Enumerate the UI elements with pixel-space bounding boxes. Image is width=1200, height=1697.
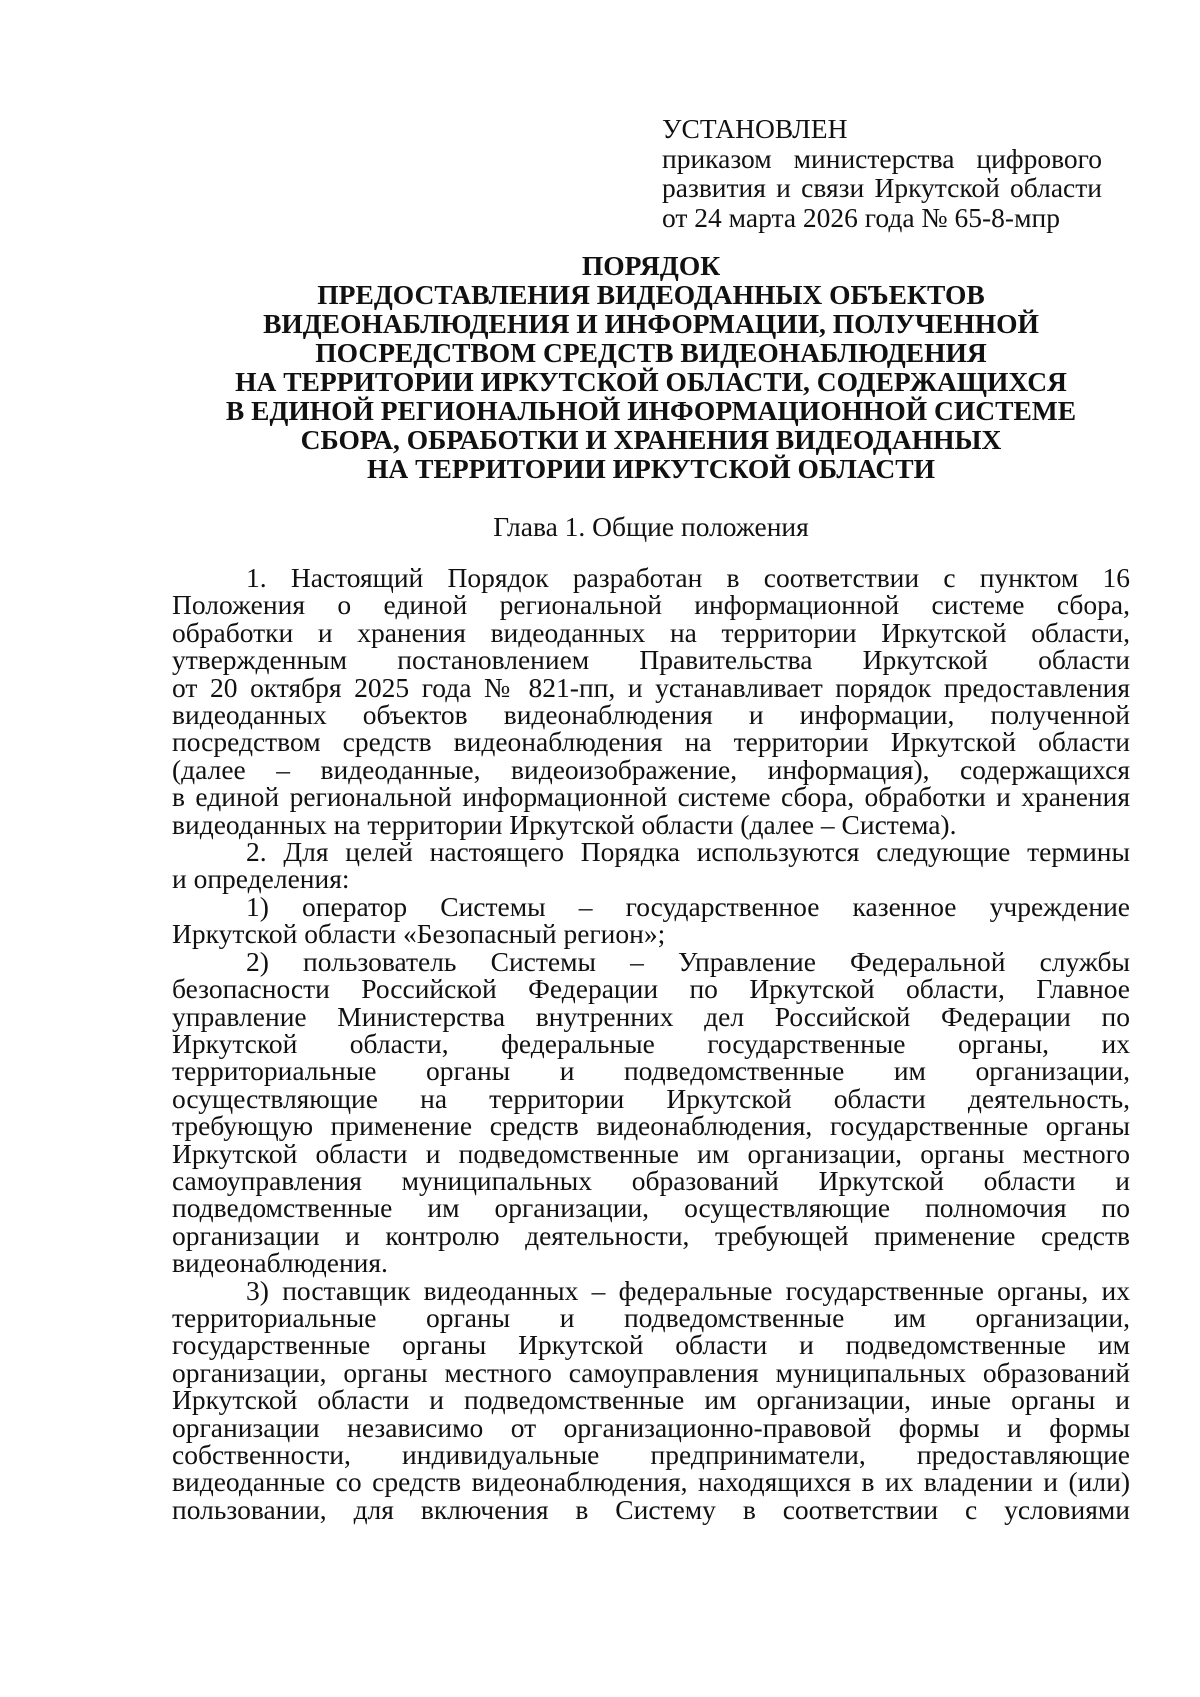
text-line: самоуправления муниципальных образований Иркутской области и [172,1164,1130,1196]
text-line: территориальные органы и подведомственные им организации, [172,1301,1130,1333]
text-line: видеонаблюдения. [172,1247,388,1279]
text-line: и определения: [172,863,350,895]
approval-line: от 24 марта 2026 года № 65-8-мпр [662,201,1060,233]
text-line: организации независимо от организационно-правовой формы и формы [172,1411,1130,1443]
text-line: обработки и хранения видеоданных на территории Иркутской области, [172,616,1130,648]
text-line: организации, органы местного самоуправления муниципальных образований [172,1356,1130,1388]
text-line: видеоданных объектов видеонаблюдения и информации, полученной [172,699,1130,731]
title-line: НА ТЕРРИТОРИИ ИРКУТСКОЙ ОБЛАСТИ [367,453,935,484]
text-line: посредством средств видеонаблюдения на территории Иркутской области [172,726,1130,758]
text-line: 3) поставщик видеоданных – федеральные государственные органы, их [246,1274,1130,1306]
text-line: в единой региональной информационной системе сбора, обработки и хранения [172,781,1130,813]
text-line: Иркутской области и подведомственные им организации, органы местного [172,1137,1130,1169]
text-line: безопасности Российской Федерации по Иркутской области, Главное [172,973,1130,1005]
text-line: от 20 октября 2025 года № 821-пп, и устанавливает порядок предоставления [172,671,1130,703]
text-line: осуществляющие на территории Иркутской области деятельность, [172,1082,1130,1114]
title-line: В ЕДИНОЙ РЕГИОНАЛЬНОЙ ИНФОРМАЦИОННОЙ СИСТЕМЕ [225,395,1077,426]
approval-heading: УСТАНОВЛЕН [662,113,848,144]
text-line: управление Министерства внутренних дел Российской Федерации по [172,1000,1130,1032]
approval-line: развития и связи Иркутской области [662,172,1102,203]
text-line: 2. Для целей настоящего Порядка используются следующие термины [246,836,1130,868]
text-line: утвержденным постановлением Правительства Иркутской области [172,644,1130,676]
text-line: подведомственные им организации, осуществляющие полномочия по [172,1192,1130,1224]
text-line: 2) пользователь Системы – Управление Федеральной службы [246,945,1130,977]
title-line: ПРЕДОСТАВЛЕНИЯ ВИДЕОДАННЫХ ОБЪЕКТОВ [317,279,985,310]
text-line: видеоданные со средств видеонаблюдения, находящихся в их владении и (или) [172,1466,1130,1498]
text-line: требующую применение средств видеонаблюдения, государственные органы [172,1110,1130,1142]
text-line: (далее – видеоданные, видеоизображение, информация), содержащихся [172,753,1130,785]
text-line: видеоданных на территории Иркутской области (далее – Система). [172,808,957,840]
title-line: НА ТЕРРИТОРИИ ИРКУТСКОЙ ОБЛАСТИ, СОДЕРЖАЩИХСЯ [235,366,1067,397]
text-line: пользовании, для включения в Систему в соответствии с условиями [172,1493,1130,1525]
text-line: государственные органы Иркутской области и подведомственные им [172,1329,1130,1361]
chapter-heading: Глава 1. Общие положения [493,511,809,542]
text-line: территориальные органы и подведомственные им организации, [172,1055,1130,1087]
title-line: ВИДЕОНАБЛЮДЕНИЯ И ИНФОРМАЦИИ, ПОЛУЧЕННОЙ [263,308,1039,339]
approval-stamp [662,114,1102,232]
text-line: Положения о единой региональной информационной системе сбора, [172,589,1130,621]
text-line: 1. Настоящий Порядок разработан в соответствии с пунктом 16 [246,562,1130,593]
text-line: Иркутской области «Безопасный регион»; [172,918,666,950]
title-line: ПОСРЕДСТВОМ СРЕДСТВ ВИДЕОНАБЛЮДЕНИЯ [315,337,987,368]
text-line: собственности, индивидуальные предприниматели, предоставляющие [172,1439,1130,1470]
title-line: СБОРА, ОБРАБОТКИ И ХРАНЕНИЯ ВИДЕОДАННЫХ [300,424,1002,455]
text-line: Иркутской области и подведомственные им организации, иные органы и [172,1384,1130,1416]
text-line: Иркутской области, федеральные государственные органы, их [172,1027,1130,1059]
document-body [172,564,1130,1523]
approval-line: приказом министерства цифрового [662,142,1102,174]
title-line: ПОРЯДОК [581,250,721,281]
text-line: организации и контролю деятельности, требующей применение средств [172,1219,1130,1251]
document-title [172,251,1130,483]
text-line: 1) оператор Системы – государственное казенное учреждение [246,890,1130,922]
